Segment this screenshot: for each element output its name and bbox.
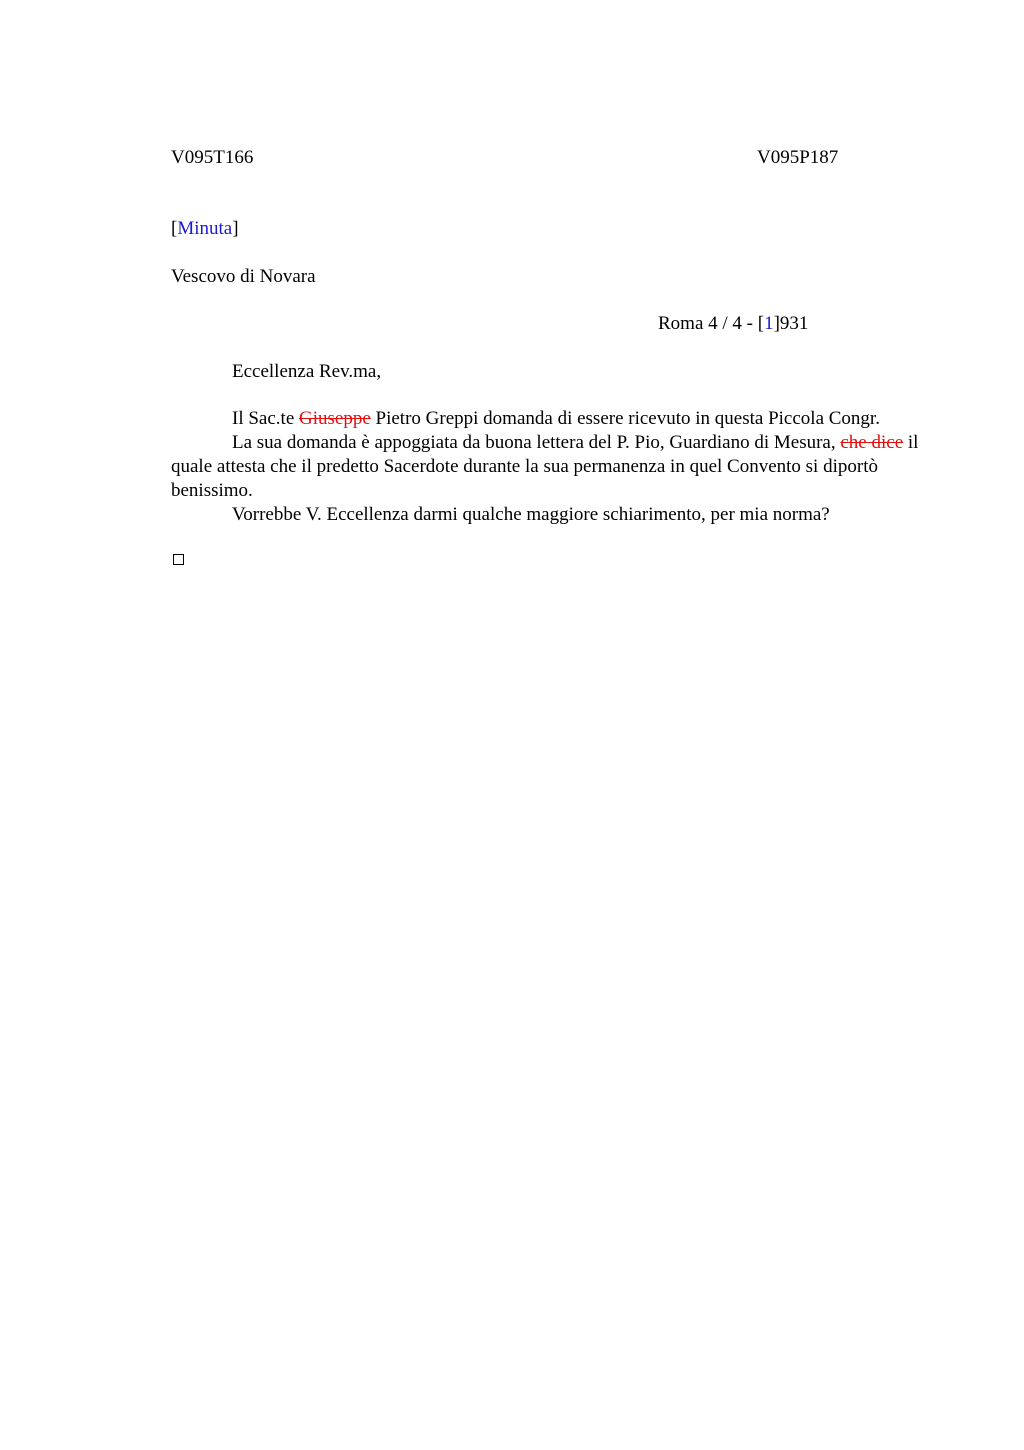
paragraph-1-text-before: Il Sac.te [232,408,300,429]
date-prefix: Roma 4 / 4 - [ [658,313,765,334]
square-outline-icon [173,554,184,565]
paragraph-1-deleted-text: Giuseppe [299,408,371,429]
paragraph-2-deleted-text: che dice [840,432,904,453]
paragraph-2-text-after: il quale attesta che il predetto Sacerdote durante la sua permanenza in quel Convento si diportò benissimo. [171,432,919,501]
bracket-open: [ [171,218,178,239]
document-type-label: Minuta [177,218,233,239]
paragraph-1-text-after: Pietro Greppi domanda di essere ricevuto in questa Piccola Congr. [370,408,880,429]
archive-code-left: V095T166 [171,147,254,168]
archive-code-right: V095P187 [757,147,839,168]
bracket-close: ] [232,218,239,239]
letter-body [171,407,931,527]
salutation: Eccellenza Rev.ma, [232,361,382,382]
paragraph-1 [171,407,931,431]
paragraph-2 [171,431,931,503]
date-inserted-digit: 1 [764,313,774,334]
recipient: Vescovo di Novara [171,266,316,287]
paragraph-2-text-before: La sua domanda è appoggiata da buona lettera del P. Pio, Guardiano di Mesura, [232,432,841,453]
paragraph-3: Vorrebbe V. Eccellenza darmi qualche maggiore schiarimento, per mia norma? [232,504,830,525]
document-type [171,217,239,241]
date-suffix: ]931 [773,313,809,334]
date-line [658,312,808,336]
